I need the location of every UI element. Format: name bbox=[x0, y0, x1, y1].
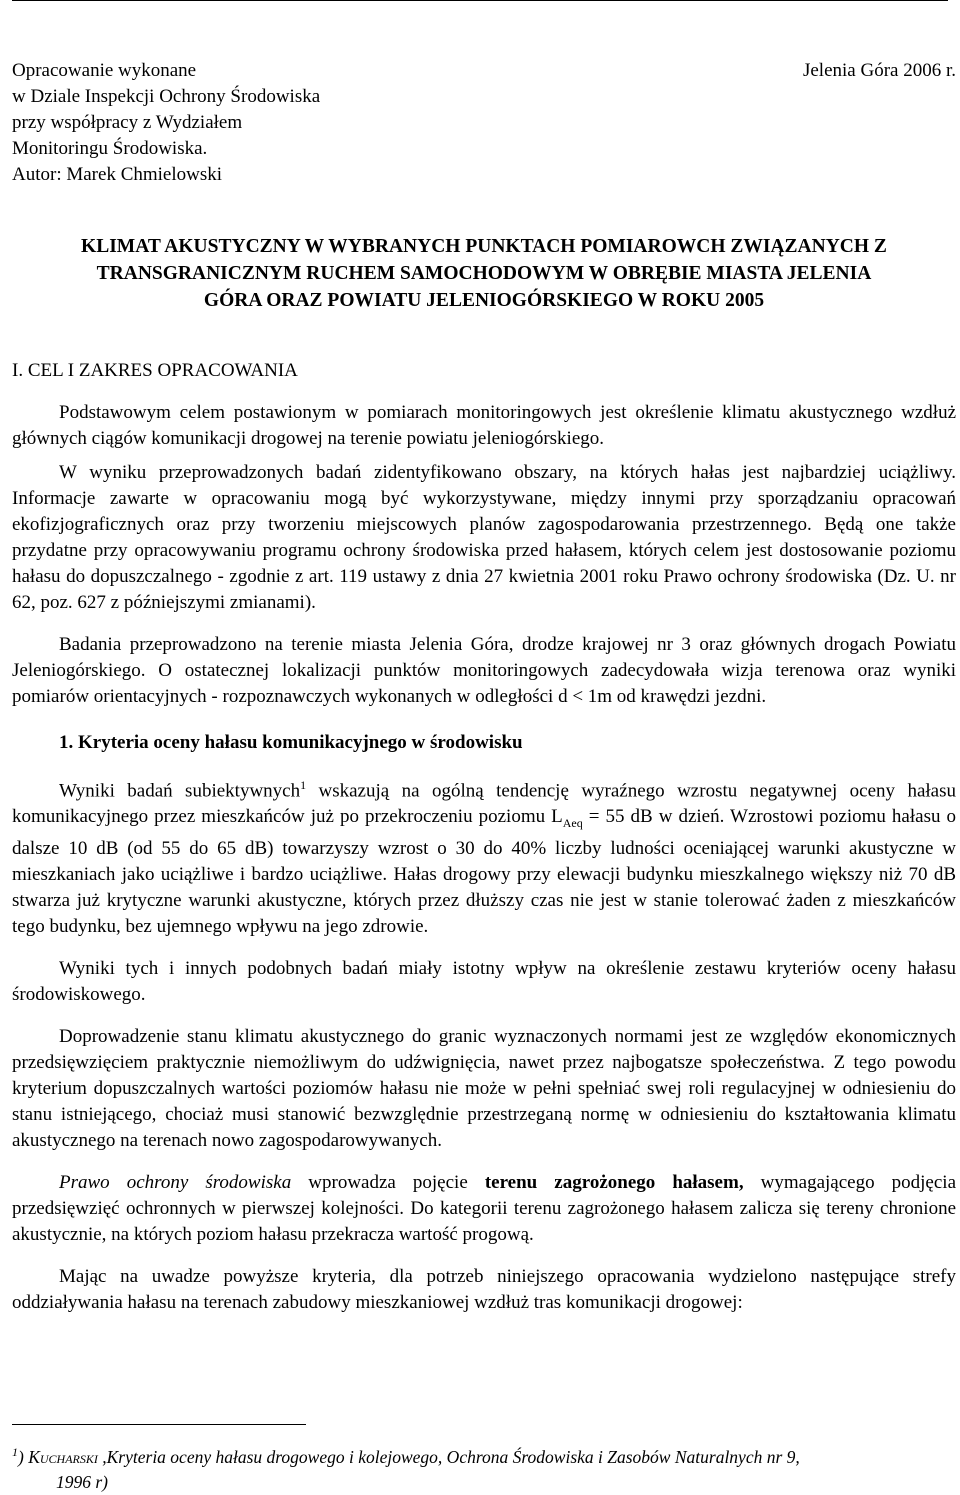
paragraph bbox=[12, 1170, 956, 1248]
section-heading: I. CEL I ZAKRES OPRACOWANIA bbox=[12, 360, 298, 381]
document-header bbox=[12, 58, 956, 188]
title-line: TRANSGRANICZNYM RUCHEM SAMOCHODOWYM W OBRĘBIE MIASTA JELENIA bbox=[96, 263, 872, 284]
footnote-marker: 1 bbox=[12, 1445, 18, 1459]
text-run: wskazują na ogólną tendencję wyraźnego wzrostu negatywnej oceny hałasu komunikacyjnego przez mieszkańców już po przekroczeniu poziomu L bbox=[12, 780, 956, 828]
document-page bbox=[12, 58, 956, 1316]
footnote-ref: 1 bbox=[300, 778, 307, 792]
italic-run: Prawo ochrony środowiska bbox=[59, 1172, 292, 1194]
footnote-author: Kucharski bbox=[28, 1446, 98, 1467]
document-title bbox=[12, 233, 956, 314]
author-line: Monitoringu Środowiska. bbox=[12, 138, 208, 159]
author-line: Opracowanie wykonane bbox=[12, 60, 197, 81]
bold-run: terenu zagrożonego hałasem, bbox=[484, 1172, 744, 1194]
section-goal-scope bbox=[12, 358, 956, 710]
paragraph: Wyniki tych i innych podobnych badań miały istotny wpływ na określenie zestawu kryteriów oceny hałasu środowiskowego. bbox=[12, 958, 956, 1006]
author-line: w Dziale Inspekcji Ochrony Środowiska bbox=[12, 86, 321, 107]
author-block bbox=[12, 58, 320, 188]
top-rule bbox=[12, 0, 948, 1]
paragraph: Podstawowym celem postawionym w pomiarach monitoringowych jest określenie klimatu akustycznego wzdłuż głównych ciągów komunikacji drogowej na terenie powiatu jeleniogórskiego. bbox=[12, 402, 956, 449]
text-run: Wyniki badań subiektywnych bbox=[59, 780, 301, 802]
text-run: = 55 dB w dzień. Wzrostowi poziomu hałasu o dalsze 10 dB (od 55 do 65 dB) towarzyszy wzrost o 30 do 40% liczby ludności oceniającej warunki akustyczne w mieszkaniach jako uciążliwe i bardzo uciążliwe. Hałas drogowy przy elewacji budynku mieszkalnego większy niż 70 dB stwarza już krytyczne warunki akustyczne, których przez dłuższy czas nie jest w stanie tolerować żaden z mieszkańców tego budynku, bez ujemnego wpływu na jego zdrowie. bbox=[12, 806, 956, 938]
author-line: przy współpracy z Wydziałem bbox=[12, 112, 243, 133]
footnote-line bbox=[12, 1440, 956, 1470]
section-heading-criteria: 1. Kryteria oceny hałasu komunikacyjnego w środowisku bbox=[59, 732, 523, 753]
text-run: wprowadza pojęcie bbox=[291, 1172, 485, 1194]
footnote bbox=[12, 1440, 956, 1495]
paragraph: Badania przeprowadzono na terenie miasta Jelenia Góra, drodze krajowej nr 3 oraz głównych drogach Powiatu Jeleniogórskiego. O ostatecznej lokalizacji punktów monitoringowych zadecydowała wizja terenowa oraz wyniki pomiarów orientacyjnych - rozpoznawczych wykonanych w odległości d < 1m od krawędzi jezdni. bbox=[12, 634, 956, 707]
paragraph: Mając na uwadze powyższe kryteria, dla potrzeb niniejszego opracowania wydzielono następujące strefy oddziaływania hałasu na terenach zabudowy mieszkaniowej wzdłuż tras komunikacji drogowej: bbox=[12, 1266, 956, 1314]
paragraph bbox=[12, 772, 956, 940]
footnote-text: ,Kryteria oceny hałasu drogowego i kolejowego, Ochrona Środowiska i Zasobów Naturalnych nr 9, bbox=[97, 1446, 800, 1467]
footnote-rule bbox=[12, 1424, 306, 1425]
title-line: KLIMAT AKUSTYCZNY W WYBRANYCH PUNKTACH POMIAROWCH ZWIĄZANYCH Z bbox=[81, 236, 887, 257]
place-date: Jelenia Góra 2006 r. bbox=[802, 60, 956, 81]
text-run: wymagającego podjęcia przedsięwzięć ochronnych w pierwszej kolejności. Do kategorii terenu zagrożonego hałasem zalicza się tereny chronione akustycznie, na których poziom hałasu przekracza wartość progową. bbox=[12, 1172, 956, 1246]
subscript: Aeq bbox=[562, 816, 583, 831]
footnote-line: 1996 r) bbox=[56, 1471, 109, 1492]
author-line: Autor: Marek Chmielowski bbox=[12, 164, 223, 185]
footnote-paren: ) bbox=[18, 1446, 24, 1467]
title-line: GÓRA ORAZ POWIATU JELENIOGÓRSKIEGO W ROKU 2005 bbox=[203, 290, 765, 311]
paragraph: Doprowadzenie stanu klimatu akustycznego do granic wyznaczonych normami jest ze względów ekonomicznych przedsięwzięciem praktycznie niemożliwym do udźwignięcia, nawet przez najbogatsze społeczeństwa. Z tego powodu kryterium dopuszczalnych wartości poziomów hałasu nie może w pełni spełniać swej roli regulacyjnej w odniesieniu do stanu istniejącego, chociaż musi stanowić bezwzględnie przestrzeganą normę w odniesieniu do kształtowania klimatu akustycznego na terenach nowo zagospodarowywanych. bbox=[12, 1026, 956, 1152]
paragraph: W wyniku przeprowadzonych badań zidentyfikowano obszary, na których hałas jest najbardziej uciążliwy. Informacje zawarte w opracowaniu mogą być wykorzystywane, między innymi przy sporządzaniu opracowań ekofizjograficznych oraz przy tworzeniu miejscowych planów zagospodarowania przestrzennego. Będą one także przydatne przy opracowywaniu programu ochrony środowiska przed hałasem, których celem jest dostosowanie poziomu hałasu do dopuszczalnego - zgodnie z art. 119 ustawy z dnia 27 kwietnia 2001 roku Prawo ochrony środowiska (Dz. U. nr 62, poz. 627 z późniejszymi zmianami). bbox=[12, 462, 956, 613]
